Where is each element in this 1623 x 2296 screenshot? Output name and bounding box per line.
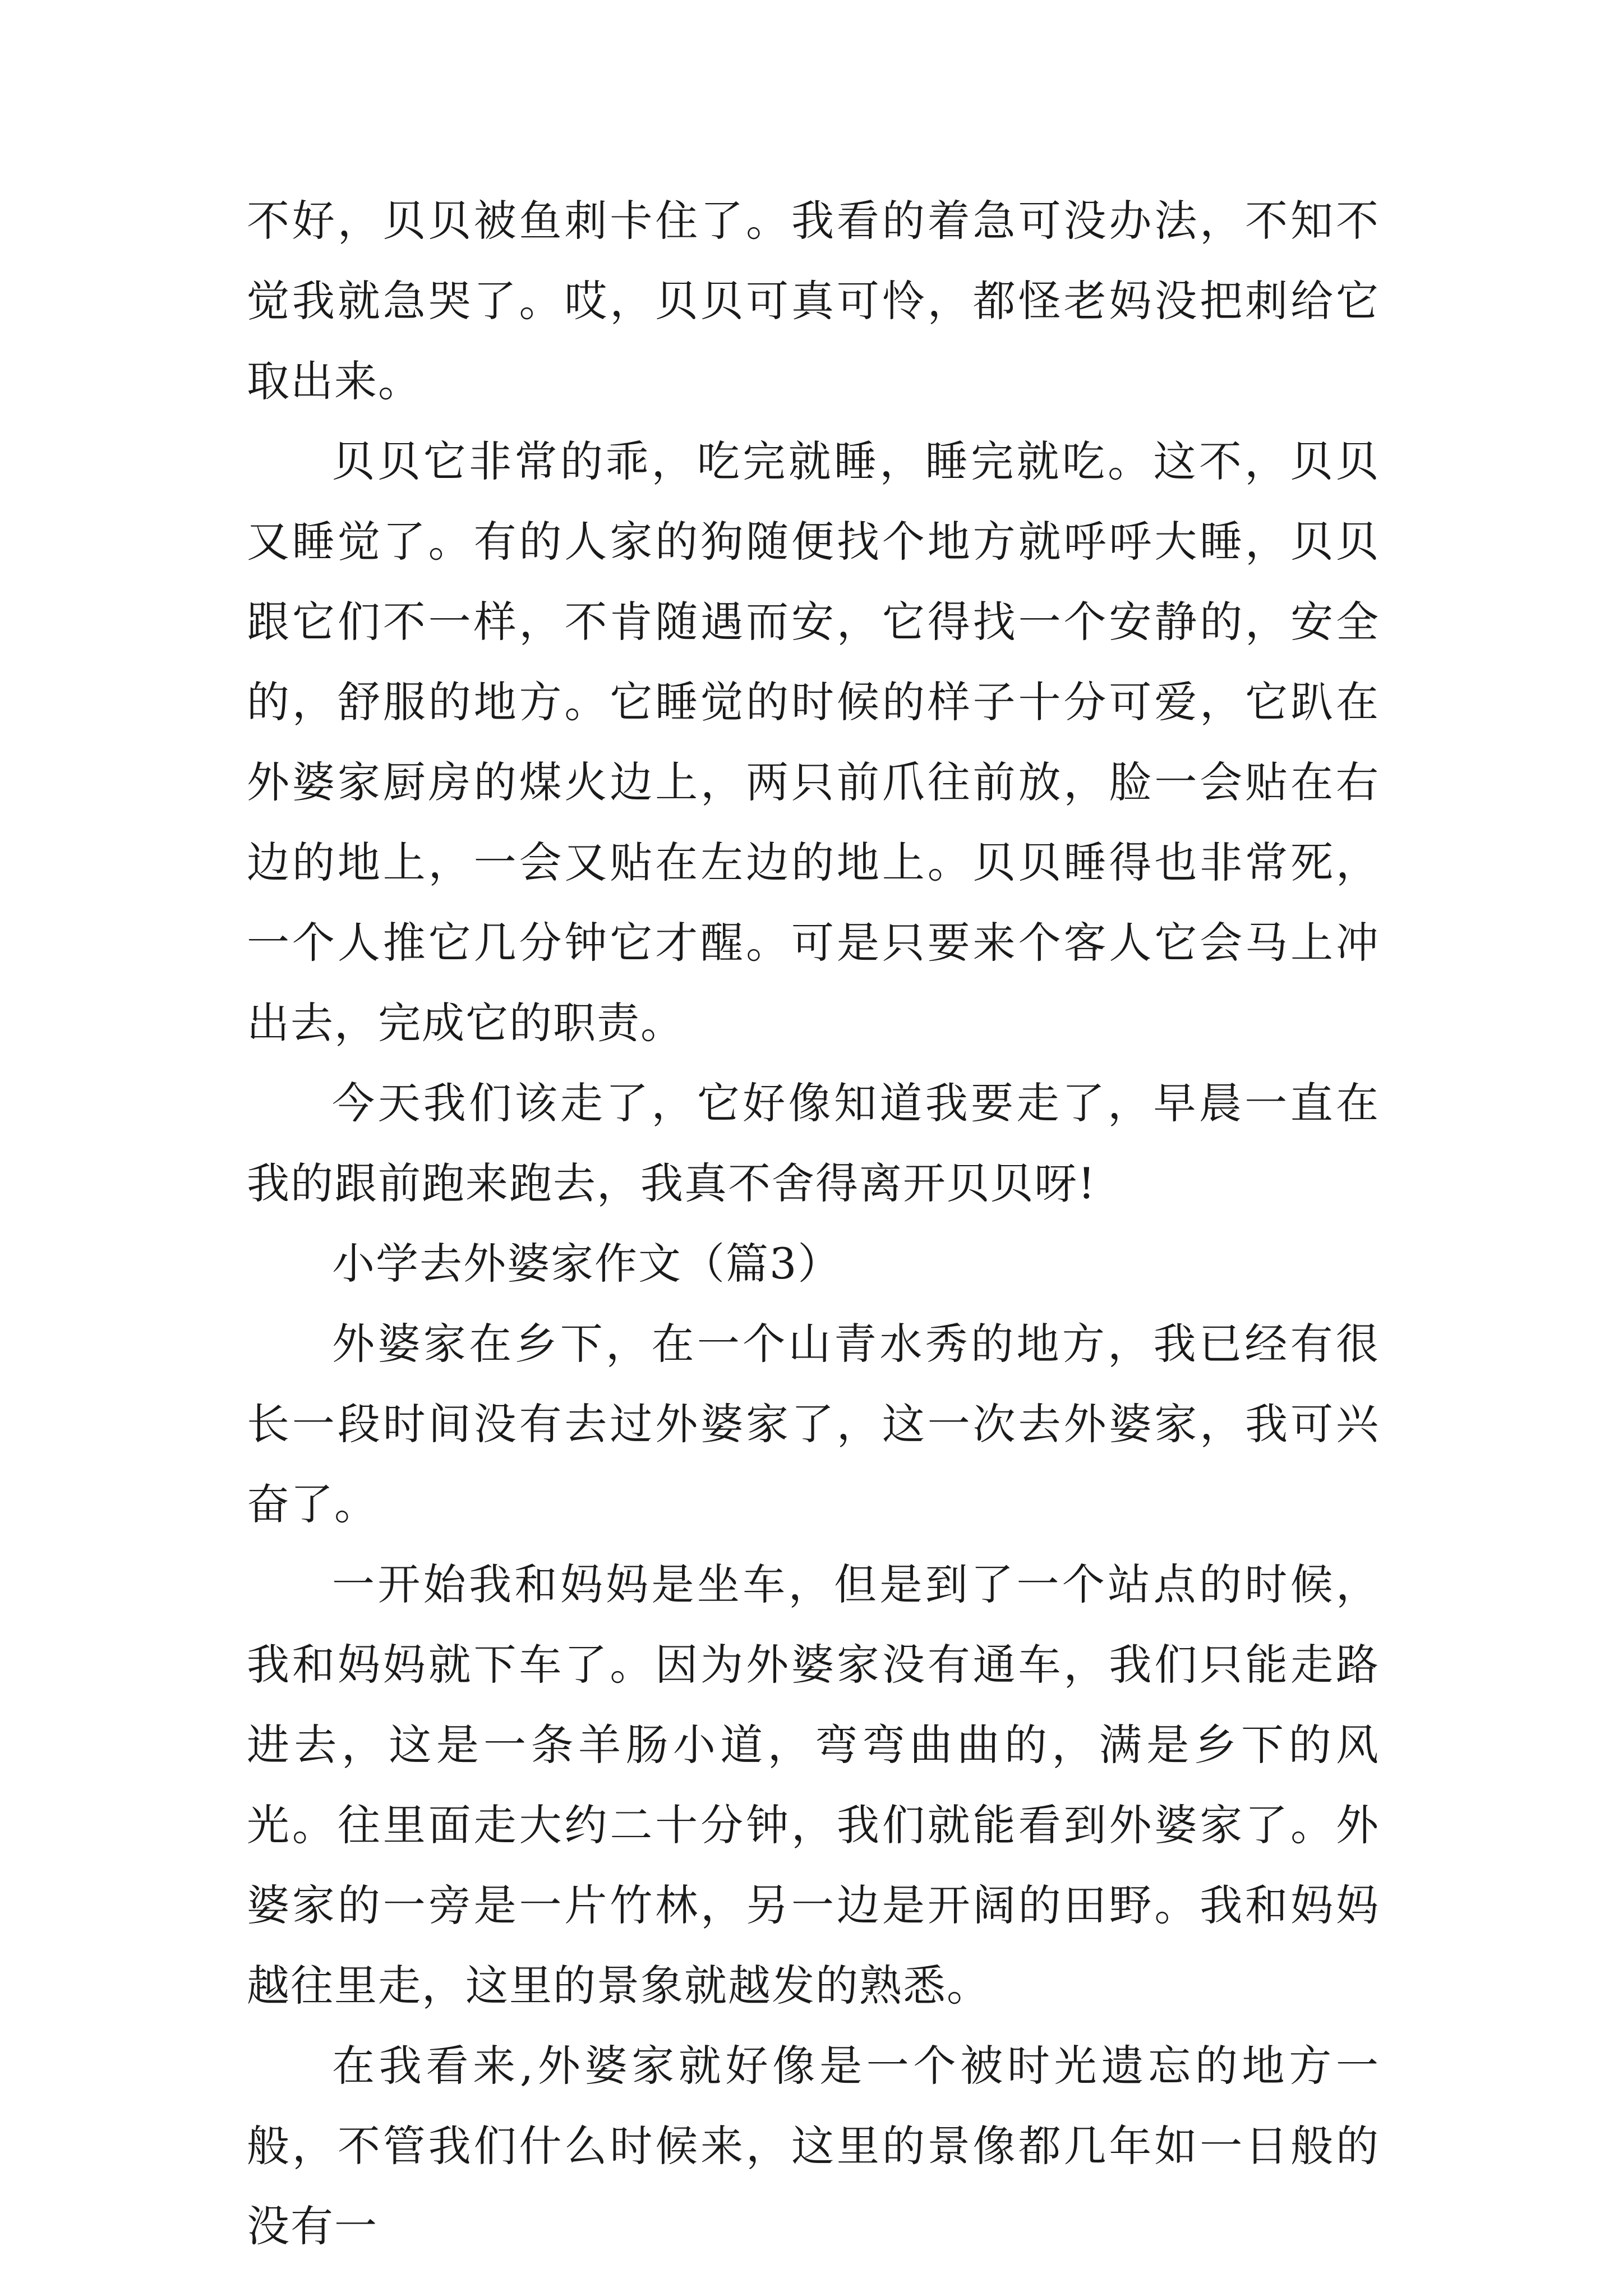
document-body — [247, 181, 1380, 2266]
paragraph-1: 不好，贝贝被鱼刺卡住了。我看的着急可没办法，不知不觉我就急哭了。哎，贝贝可真可怜，都怪老妈没把刺给它取出来。 — [247, 196, 1380, 406]
paragraph-3: 今天我们该走了，它好像知道我要走了，早晨一直在我的跟前跑来跑去，我真不舍得离开贝贝呀! — [247, 1078, 1380, 1208]
paragraph-6: 在我看来,外婆家就好像是一个被时光遗忘的地方一般，不管我们什么时候来，这里的景像都几年如一日般的没有一 — [247, 2041, 1380, 2251]
paragraph-5: 一开始我和妈妈是坐车，但是到了一个站点的时候，我和妈妈就下车了。因为外婆家没有通车，我们只能走路进去，这是一条羊肠小道，弯弯曲曲的，满是乡下的风光。往里面走大约二十分钟，我们就能看到外婆家了。外婆家的一旁是一片竹林，另一边是开阔的田野。我和妈妈越往里走，这里的景象就越发的熟悉。 — [247, 1559, 1380, 2010]
paragraph-4: 外婆家在乡下，在一个山青水秀的地方，我已经有很长一段时间没有去过外婆家了，这一次去外婆家，我可兴奋了。 — [247, 1319, 1380, 1529]
section-title: 小学去外婆家作文（篇3） — [332, 1239, 842, 1289]
paragraph-2: 贝贝它非常的乖，吃完就睡，睡完就吃。这不，贝贝又睡觉了。有的人家的狗随便找个地方就呼呼大睡，贝贝跟它们不一样，不肯随遇而安，它得找一个安静的，安全的，舒服的地方。它睡觉的时候的样子十分可爱，它趴在外婆家厨房的煤火边上，两只前爪往前放，脸一会贴在右边的地上，一会又贴在左边的地上。贝贝睡得也非常死，一个人推它几分钟它才醒。可是只要来个客人它会马上冲出去，完成它的职责。 — [247, 436, 1380, 1048]
